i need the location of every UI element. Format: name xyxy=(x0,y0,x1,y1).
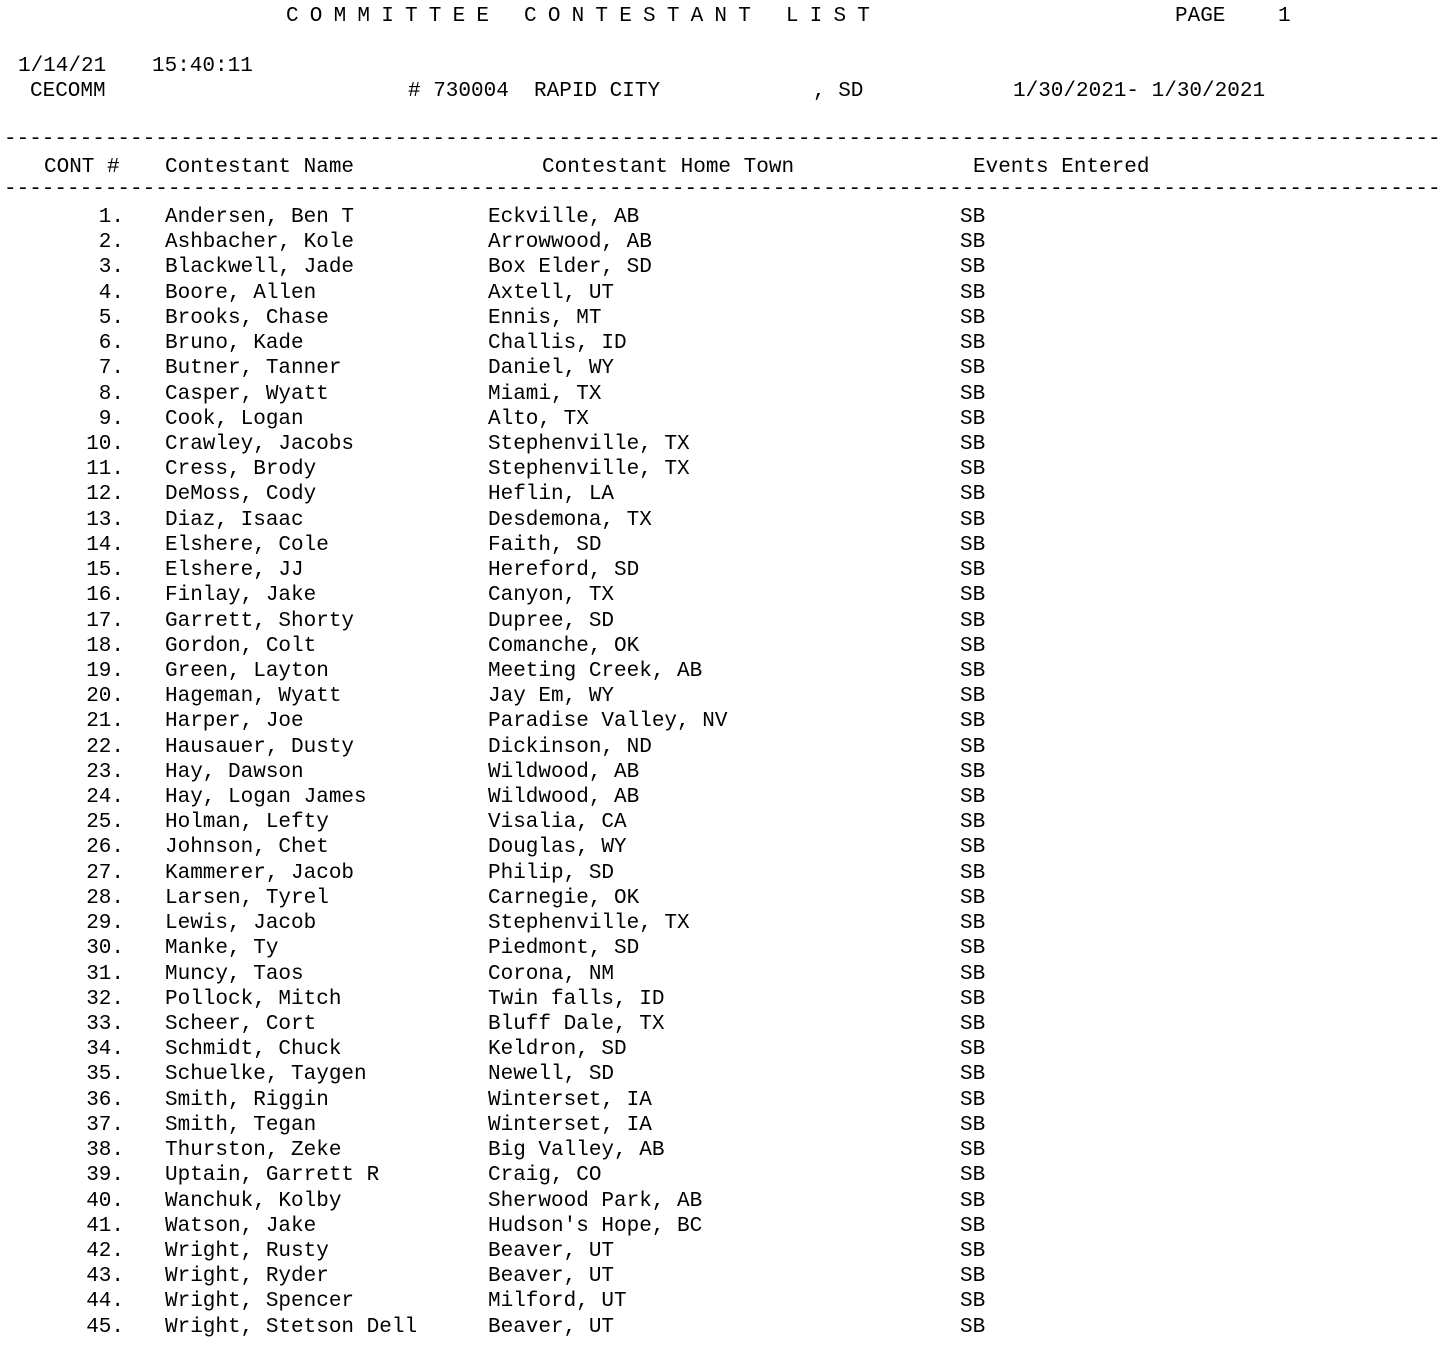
contestant-home-town: Philip, SD xyxy=(488,861,615,885)
contestant-name: Casper, Wyatt xyxy=(165,382,329,406)
table-row xyxy=(0,812,1300,837)
table-row xyxy=(0,484,1300,509)
events-entered: SB xyxy=(960,811,986,835)
contestant-number: 11. xyxy=(86,458,124,482)
page-label: PAGE xyxy=(1175,5,1226,28)
contestant-number: 44. xyxy=(86,1290,124,1314)
events-entered: SB xyxy=(960,1290,986,1314)
contestant-name: Schmidt, Chuck xyxy=(165,1038,342,1062)
contestant-home-town: Alto, TX xyxy=(488,407,589,431)
contestant-number: 41. xyxy=(86,1214,124,1238)
contestant-home-town: Keldron, SD xyxy=(488,1038,627,1062)
events-entered: SB xyxy=(960,256,986,280)
events-entered: SB xyxy=(960,987,986,1011)
rodeo-state: , SD xyxy=(813,80,864,103)
contestant-name: Smith, Tegan xyxy=(165,1113,317,1137)
events-entered: SB xyxy=(960,962,986,986)
contestant-name: Hay, Dawson xyxy=(165,760,304,784)
contestant-number: 7. xyxy=(98,357,124,381)
events-entered: SB xyxy=(960,231,986,255)
contestant-number: 4. xyxy=(98,281,124,305)
contestant-number: 3. xyxy=(98,256,124,280)
table-row xyxy=(0,1291,1300,1316)
contestant-number: 16. xyxy=(86,584,124,608)
table-row xyxy=(0,1014,1300,1039)
contestant-name: Wright, Spencer xyxy=(165,1290,355,1314)
table-row xyxy=(0,384,1300,409)
contestant-home-town: Desdemona, TX xyxy=(488,508,652,532)
events-entered: SB xyxy=(960,634,986,658)
table-row xyxy=(0,333,1300,358)
date-range: 1/30/2021- 1/30/2021 xyxy=(1013,80,1266,103)
contestant-name: Andersen, Ben T xyxy=(165,206,355,229)
table-row xyxy=(0,232,1300,257)
events-entered: SB xyxy=(960,786,986,810)
events-entered: SB xyxy=(960,735,986,759)
contestant-number: 5. xyxy=(98,306,124,330)
contestant-name: Wright, Stetson Dell xyxy=(165,1315,418,1339)
contestant-name: Harper, Joe xyxy=(165,710,304,734)
events-entered: SB xyxy=(960,559,986,583)
report-title: COMMITTEE CONTESTANT LIST xyxy=(286,5,882,28)
contestant-home-town: Box Elder, SD xyxy=(488,256,652,280)
contestant-number: 15. xyxy=(86,559,124,583)
contestant-name: Kammerer, Jacob xyxy=(165,861,355,885)
contestant-home-town: Paradise Valley, NV xyxy=(488,710,728,734)
events-entered: SB xyxy=(960,912,986,936)
contestant-name: Muncy, Taos xyxy=(165,962,304,986)
contestant-number: 10. xyxy=(86,432,124,456)
contestant-name: Gordon, Colt xyxy=(165,634,317,658)
contestant-home-town: Corona, NM xyxy=(488,962,615,986)
contestant-number: 45. xyxy=(86,1315,124,1339)
contestant-home-town: Challis, ID xyxy=(488,332,627,356)
contestant-number: 34. xyxy=(86,1038,124,1062)
table-row xyxy=(0,510,1300,535)
contestant-name: Garrett, Shorty xyxy=(165,609,355,633)
table-row xyxy=(0,257,1300,282)
contestant-name: Holman, Lefty xyxy=(165,811,329,835)
contestant-name: Green, Layton xyxy=(165,659,329,683)
events-entered: SB xyxy=(960,886,986,910)
contestant-name: Watson, Jake xyxy=(165,1214,317,1238)
contestant-home-town: Eckville, AB xyxy=(488,206,640,229)
events-entered: SB xyxy=(960,1239,986,1263)
page-number: 1 xyxy=(1278,5,1291,28)
events-entered: SB xyxy=(960,584,986,608)
contestant-number: 23. xyxy=(86,760,124,784)
events-entered: SB xyxy=(960,710,986,734)
contestant-number: 35. xyxy=(86,1063,124,1087)
events-entered: SB xyxy=(960,659,986,683)
contestant-number: 37. xyxy=(86,1113,124,1137)
contestant-name: Smith, Riggin xyxy=(165,1088,329,1112)
events-entered: SB xyxy=(960,836,986,860)
table-row xyxy=(0,711,1300,736)
contestant-number: 6. xyxy=(98,332,124,356)
events-entered: SB xyxy=(960,332,986,356)
contestant-number: 27. xyxy=(86,861,124,885)
contestant-home-town: Stephenville, TX xyxy=(488,458,690,482)
contestant-home-town: Beaver, UT xyxy=(488,1239,615,1263)
contestant-home-town: Stephenville, TX xyxy=(488,912,690,936)
contestant-number: 2. xyxy=(98,231,124,255)
table-row xyxy=(0,1216,1300,1241)
contestant-name: Cook, Logan xyxy=(165,407,304,431)
contestant-home-town: Comanche, OK xyxy=(488,634,640,658)
contestant-name: Elshere, Cole xyxy=(165,533,329,557)
report-date: 1/14/21 xyxy=(18,55,107,78)
events-entered: SB xyxy=(960,281,986,305)
contestant-name: Uptain, Garrett R xyxy=(165,1164,380,1188)
contestant-number: 19. xyxy=(86,659,124,683)
table-row xyxy=(0,913,1300,938)
contestant-name: Wright, Rusty xyxy=(165,1239,329,1263)
contestant-home-town: Faith, SD xyxy=(488,533,602,557)
contestant-home-town: Stephenville, TX xyxy=(488,432,690,456)
column-header-events: Events Entered xyxy=(973,156,1150,179)
contestant-home-town: Twin falls, ID xyxy=(488,987,665,1011)
table-row xyxy=(0,459,1300,484)
events-entered: SB xyxy=(960,483,986,507)
table-row xyxy=(0,863,1300,888)
column-header-name: Contestant Name xyxy=(165,156,355,179)
table-row xyxy=(0,989,1300,1014)
events-entered: SB xyxy=(960,1315,986,1339)
contestant-name: Ashbacher, Kole xyxy=(165,231,355,255)
contestant-home-town: Sherwood Park, AB xyxy=(488,1189,703,1213)
events-entered: SB xyxy=(960,1189,986,1213)
table-row xyxy=(0,1064,1300,1089)
column-header-cont-number: CONT # xyxy=(44,156,120,179)
contestant-name: Crawley, Jacobs xyxy=(165,432,355,456)
events-entered: SB xyxy=(960,1214,986,1238)
contestant-name: Wright, Ryder xyxy=(165,1265,329,1289)
contestant-name: Thurston, Zeke xyxy=(165,1139,342,1163)
contestant-number: 25. xyxy=(86,811,124,835)
contestant-number: 8. xyxy=(98,382,124,406)
events-entered: SB xyxy=(960,357,986,381)
table-row xyxy=(0,837,1300,862)
events-entered: SB xyxy=(960,458,986,482)
contestant-name: Hausauer, Dusty xyxy=(165,735,355,759)
table-row xyxy=(0,560,1300,585)
table-row xyxy=(0,585,1300,610)
events-entered: SB xyxy=(960,1013,986,1036)
contestant-number: 20. xyxy=(86,685,124,709)
contestant-name: Schuelke, Taygen xyxy=(165,1063,367,1087)
contestant-number: 30. xyxy=(86,937,124,961)
contestant-number: 26. xyxy=(86,836,124,860)
table-row xyxy=(0,762,1300,787)
table-row xyxy=(0,358,1300,383)
contestant-name: Butner, Tanner xyxy=(165,357,342,381)
contestant-number: 38. xyxy=(86,1139,124,1163)
contestant-name: Cress, Brody xyxy=(165,458,317,482)
table-row xyxy=(0,888,1300,913)
contestant-home-town: Newell, SD xyxy=(488,1063,615,1087)
contestant-number: 32. xyxy=(86,987,124,1011)
contestant-number: 39. xyxy=(86,1164,124,1188)
contestant-number: 21. xyxy=(86,710,124,734)
contestant-home-town: Winterset, IA xyxy=(488,1088,652,1112)
column-header-home-town: Contestant Home Town xyxy=(542,156,795,179)
table-row xyxy=(0,1317,1300,1342)
table-row xyxy=(0,1191,1300,1216)
divider-header: ------------------------------------------------------------------------------------------------------------------ xyxy=(4,178,1441,201)
events-entered: SB xyxy=(960,206,986,229)
events-entered: SB xyxy=(960,609,986,633)
events-entered: SB xyxy=(960,508,986,532)
contestant-number: 43. xyxy=(86,1265,124,1289)
contestant-number: 42. xyxy=(86,1239,124,1263)
events-entered: SB xyxy=(960,861,986,885)
contestant-number: 17. xyxy=(86,609,124,633)
contestant-home-town: Dickinson, ND xyxy=(488,735,652,759)
contestant-home-town: Ennis, MT xyxy=(488,306,602,330)
table-row xyxy=(0,308,1300,333)
events-entered: SB xyxy=(960,533,986,557)
contestant-name: Lewis, Jacob xyxy=(165,912,317,936)
rodeo-number-city: # 730004 RAPID CITY xyxy=(408,80,661,103)
table-row xyxy=(0,636,1300,661)
contestant-number: 9. xyxy=(98,407,124,431)
events-entered: SB xyxy=(960,306,986,330)
contestant-home-town: Milford, UT xyxy=(488,1290,627,1314)
contestant-name: Brooks, Chase xyxy=(165,306,329,330)
divider-top: ------------------------------------------------------------------------------------------------------------------ xyxy=(4,128,1441,151)
table-row xyxy=(0,737,1300,762)
contestant-home-town: Arrowwood, AB xyxy=(488,231,652,255)
table-row xyxy=(0,409,1300,434)
events-entered: SB xyxy=(960,760,986,784)
table-row xyxy=(0,207,1300,232)
table-row xyxy=(0,434,1300,459)
contestant-name: Finlay, Jake xyxy=(165,584,317,608)
contestant-home-town: Winterset, IA xyxy=(488,1113,652,1137)
contestant-name: Wanchuk, Kolby xyxy=(165,1189,342,1213)
contestant-home-town: Meeting Creek, AB xyxy=(488,659,703,683)
contestant-home-town: Douglas, WY xyxy=(488,836,627,860)
contestant-name: Scheer, Cort xyxy=(165,1013,317,1036)
contestant-name: Manke, Ty xyxy=(165,937,279,961)
report-time: 15:40:11 xyxy=(152,55,253,78)
table-row xyxy=(0,1165,1300,1190)
contestant-number: 14. xyxy=(86,533,124,557)
events-entered: SB xyxy=(960,1038,986,1062)
contestant-list xyxy=(0,207,1300,1342)
table-row xyxy=(0,1266,1300,1291)
contestant-home-town: Big Valley, AB xyxy=(488,1139,665,1163)
contestant-number: 18. xyxy=(86,634,124,658)
events-entered: SB xyxy=(960,1113,986,1137)
table-row xyxy=(0,1115,1300,1140)
contestant-number: 22. xyxy=(86,735,124,759)
events-entered: SB xyxy=(960,407,986,431)
contestant-home-town: Carnegie, OK xyxy=(488,886,640,910)
events-entered: SB xyxy=(960,382,986,406)
contestant-home-town: Daniel, WY xyxy=(488,357,615,381)
contestant-number: 31. xyxy=(86,962,124,986)
contestant-home-town: Beaver, UT xyxy=(488,1315,615,1339)
contestant-name: DeMoss, Cody xyxy=(165,483,317,507)
contestant-home-town: Miami, TX xyxy=(488,382,602,406)
contestant-number: 12. xyxy=(86,483,124,507)
contestant-home-town: Axtell, UT xyxy=(488,281,615,305)
contestant-number: 40. xyxy=(86,1189,124,1213)
contestant-home-town: Dupree, SD xyxy=(488,609,615,633)
table-row xyxy=(0,283,1300,308)
contestant-number: 36. xyxy=(86,1088,124,1112)
contestant-home-town: Piedmont, SD xyxy=(488,937,640,961)
events-entered: SB xyxy=(960,1139,986,1163)
contestant-name: Larsen, Tyrel xyxy=(165,886,329,910)
contestant-number: 29. xyxy=(86,912,124,936)
table-row xyxy=(0,1090,1300,1115)
contestant-name: Johnson, Chet xyxy=(165,836,329,860)
contestant-name: Hageman, Wyatt xyxy=(165,685,342,709)
contestant-home-town: Wildwood, AB xyxy=(488,786,640,810)
events-entered: SB xyxy=(960,937,986,961)
contestant-name: Hay, Logan James xyxy=(165,786,367,810)
table-row xyxy=(0,787,1300,812)
contestant-home-town: Jay Em, WY xyxy=(488,685,615,709)
table-row xyxy=(0,535,1300,560)
contestant-home-town: Hereford, SD xyxy=(488,559,640,583)
contestant-home-town: Beaver, UT xyxy=(488,1265,615,1289)
table-row xyxy=(0,661,1300,686)
table-row xyxy=(0,938,1300,963)
report-id: CECOMM xyxy=(30,80,106,103)
contestant-home-town: Hudson's Hope, BC xyxy=(488,1214,703,1238)
events-entered: SB xyxy=(960,432,986,456)
contestant-home-town: Canyon, TX xyxy=(488,584,615,608)
events-entered: SB xyxy=(960,685,986,709)
events-entered: SB xyxy=(960,1063,986,1087)
contestant-name: Boore, Allen xyxy=(165,281,317,305)
events-entered: SB xyxy=(960,1088,986,1112)
table-row xyxy=(0,1241,1300,1266)
contestant-number: 28. xyxy=(86,886,124,910)
events-entered: SB xyxy=(960,1164,986,1188)
contestant-number: 33. xyxy=(86,1013,124,1036)
contestant-number: 1. xyxy=(98,206,124,229)
contestant-home-town: Heflin, LA xyxy=(488,483,615,507)
contestant-name: Diaz, Isaac xyxy=(165,508,304,532)
contestant-home-town: Bluff Dale, TX xyxy=(488,1013,665,1036)
events-entered: SB xyxy=(960,1265,986,1289)
table-row xyxy=(0,1039,1300,1064)
contestant-name: Blackwell, Jade xyxy=(165,256,355,280)
table-row xyxy=(0,964,1300,989)
contestant-home-town: Visalia, CA xyxy=(488,811,627,835)
contestant-number: 13. xyxy=(86,508,124,532)
contestant-home-town: Craig, CO xyxy=(488,1164,602,1188)
contestant-name: Elshere, JJ xyxy=(165,559,304,583)
table-row xyxy=(0,1140,1300,1165)
contestant-name: Bruno, Kade xyxy=(165,332,304,356)
table-row xyxy=(0,686,1300,711)
contestant-number: 24. xyxy=(86,786,124,810)
contestant-home-town: Wildwood, AB xyxy=(488,760,640,784)
table-row xyxy=(0,611,1300,636)
contestant-name: Pollock, Mitch xyxy=(165,987,342,1011)
